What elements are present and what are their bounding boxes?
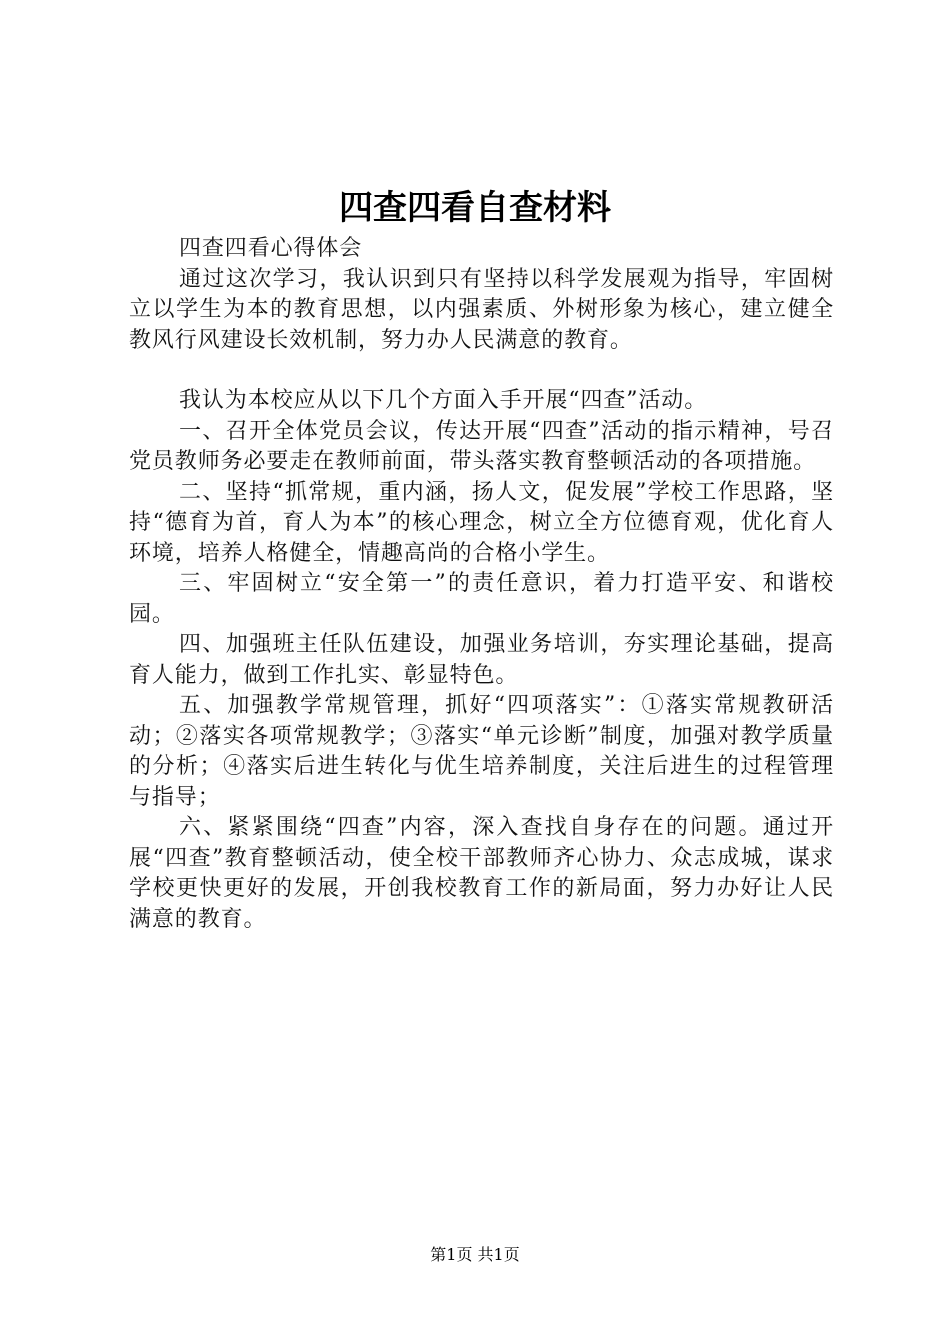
document-title: 四查四看自查材料 — [339, 188, 611, 228]
paragraph-item-2: 二、坚持“抓常规，重内涵，扬人文，促发展”学校工作思路，坚持“德育为首，育人为本”的核心理念，树立全方位德育观，优化育人环境，培养人格健全，情趣高尚的合格小学生。 — [129, 479, 834, 566]
paragraph-item-6: 六、紧紧围绕“四查”内容，深入查找自身存在的问题。通过开展“四查”教育整顿活动，使全校干部教师齐心协力、众志成城，谋求学校更快更好的发展，开创我校教育工作的新局面，努力办好让人民满意的教育。 — [129, 815, 834, 932]
paragraph-item-1: 一、召开全体党员会议，传达开展“四查”活动的指示精神，号召党员教师务必要走在教师前面，带头落实教育整顿活动的各项措施。 — [129, 418, 834, 474]
paragraph-subtitle: 四查四看心得体会 — [179, 236, 363, 261]
page-footer: 第1页 共1页 — [430, 1245, 520, 1264]
paragraph-item-4: 四、加强班主任队伍建设，加强业务培训，夯实理论基础，提高育人能力，做到工作扎实、彰显特色。 — [129, 632, 834, 688]
paragraph-item-3: 三、牢固树立“安全第一”的责任意识，着力打造平安、和谐校园。 — [129, 571, 834, 627]
document-body — [129, 234, 834, 935]
paragraph-intro: 通过这次学习，我认识到只有坚持以科学发展观为指导，牢固树立以学生为本的教育思想，以内强素质、外树形象为核心，建立健全教风行风建设长效机制，努力办人民满意的教育。 — [129, 266, 834, 353]
paragraph-lead: 我认为本校应从以下几个方面入手开展“四查”活动。 — [179, 388, 708, 413]
paragraph-item-5: 五、加强教学常规管理，抓好“四项落实”：①落实常规教研活动；②落实各项常规教学；③落实“单元诊断”制度，加强对教学质量的分析；④落实后进生转化与优生培养制度，关注后进生的过程管理与指导； — [129, 693, 834, 810]
